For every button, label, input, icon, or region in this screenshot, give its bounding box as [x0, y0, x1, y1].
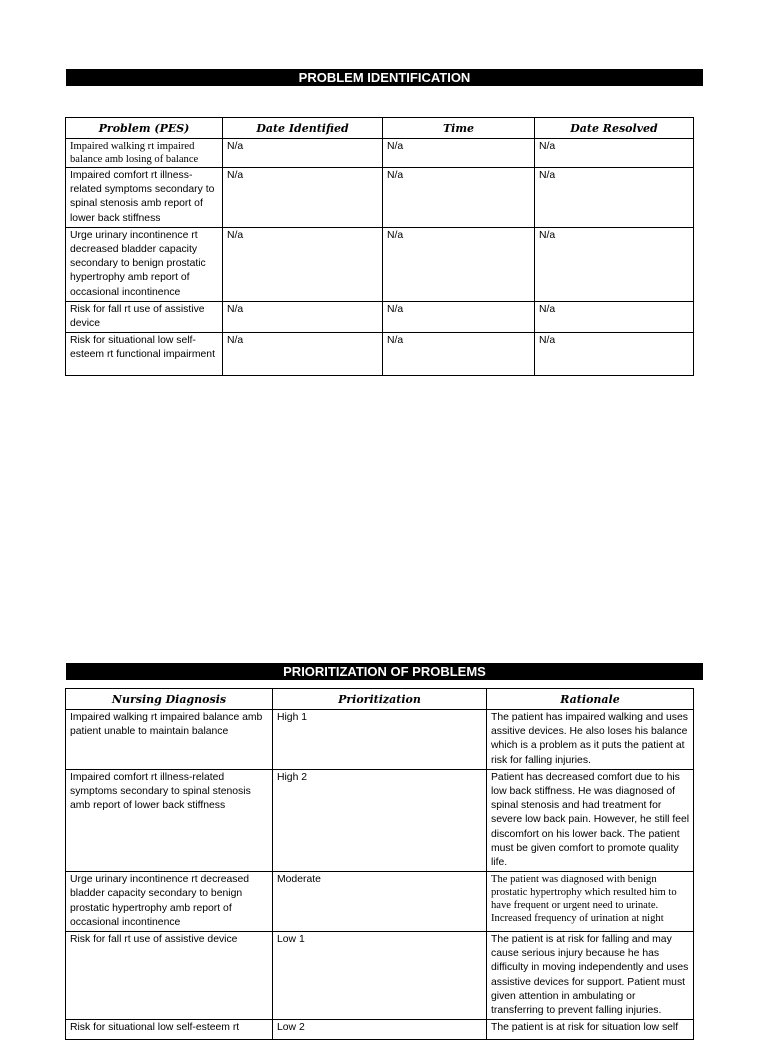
problem-identification-table	[65, 117, 694, 376]
date-resolved-cell: N/a	[535, 168, 694, 228]
header-prioritization: Prioritization	[273, 689, 487, 710]
rationale-cell: The patient was diagnosed with benign prostatic hypertrophy which resulted him to have frequent or urgent need to urinate. Increased frequency of urination at night	[487, 872, 694, 932]
table-row	[66, 168, 694, 228]
priority-cell: High 2	[273, 769, 487, 871]
header-date-identified: Date Identified	[223, 118, 383, 139]
date-resolved-cell: N/a	[535, 301, 694, 332]
header-rationale: Rationale	[487, 689, 694, 710]
date-identified-cell: N/a	[223, 139, 383, 168]
time-cell: N/a	[383, 227, 535, 301]
priority-cell: High 1	[273, 710, 487, 770]
table-row	[66, 769, 694, 871]
problem-cell: Risk for situational low self-esteem rt functional impairment	[66, 333, 223, 376]
diagnosis-cell: Impaired comfort rt illness-related symptoms secondary to spinal stenosis amb report of lower back stiffness	[66, 769, 273, 871]
table-row	[66, 333, 694, 376]
table-row	[66, 139, 694, 168]
date-identified-cell: N/a	[223, 301, 383, 332]
priority-cell: Moderate	[273, 872, 487, 932]
rationale-cell: The patient is at risk for falling and may cause serious injury because he has difficulty in moving independently and uses assistive devices for support. Patient must given attention in ambulating or transferring to prevent falling injuries.	[487, 932, 694, 1020]
diagnosis-cell: Urge urinary incontinence rt decreased bladder capacity secondary to benign prostatic hypertrophy amb report of occasional incontinence	[66, 872, 273, 932]
diagnosis-cell: Risk for situational low self-esteem rt	[66, 1020, 273, 1040]
table-row	[66, 1020, 694, 1040]
time-cell: N/a	[383, 333, 535, 376]
date-resolved-cell: N/a	[535, 139, 694, 168]
time-cell: N/a	[383, 168, 535, 228]
table-header-row	[66, 118, 694, 139]
table-header-row	[66, 689, 694, 710]
prioritization-title: PRIORITIZATION OF PROBLEMS	[66, 663, 703, 680]
date-resolved-cell: N/a	[535, 333, 694, 376]
diagnosis-cell: Impaired walking rt impaired balance amb patient unable to maintain balance	[66, 710, 273, 770]
table-row	[66, 932, 694, 1020]
time-cell: N/a	[383, 301, 535, 332]
table-row	[66, 301, 694, 332]
header-time: Time	[383, 118, 535, 139]
rationale-cell: The patient is at risk for situation low self	[487, 1020, 694, 1040]
header-problem: Problem (PES)	[66, 118, 223, 139]
priority-cell: Low 2	[273, 1020, 487, 1040]
rationale-cell: Patient has decreased comfort due to his low back stiffness. He was diagnosed of spinal stenosis and had treatment for severe low back pain. However, he still feel discomfort on his lower back. The patient must be given comfort to promote quality life.	[487, 769, 694, 871]
rationale-cell: The patient has impaired walking and uses assitive devices. He also loses his balance which is a problem as it puts the patient at risk for falling injuries.	[487, 710, 694, 770]
date-identified-cell: N/a	[223, 168, 383, 228]
problem-identification-title: PROBLEM IDENTIFICATION	[66, 69, 703, 86]
table-row	[66, 227, 694, 301]
problem-cell: Risk for fall rt use of assistive device	[66, 301, 223, 332]
header-nursing-diagnosis: Nursing Diagnosis	[66, 689, 273, 710]
diagnosis-cell: Risk for fall rt use of assistive device	[66, 932, 273, 1020]
date-identified-cell: N/a	[223, 333, 383, 376]
table-row	[66, 872, 694, 932]
problem-cell: Impaired comfort rt illness-related symptoms secondary to spinal stenosis amb report of lower back stiffness	[66, 168, 223, 228]
problem-cell: Impaired walking rt impaired balance amb losing of balance	[66, 139, 223, 168]
time-cell: N/a	[383, 139, 535, 168]
prioritization-table	[65, 688, 694, 1040]
date-identified-cell: N/a	[223, 227, 383, 301]
header-date-resolved: Date Resolved	[535, 118, 694, 139]
priority-cell: Low 1	[273, 932, 487, 1020]
problem-cell: Urge urinary incontinence rt decreased bladder capacity secondary to benign prostatic hypertrophy amb report of occasional incontinence	[66, 227, 223, 301]
table-row	[66, 710, 694, 770]
date-resolved-cell: N/a	[535, 227, 694, 301]
